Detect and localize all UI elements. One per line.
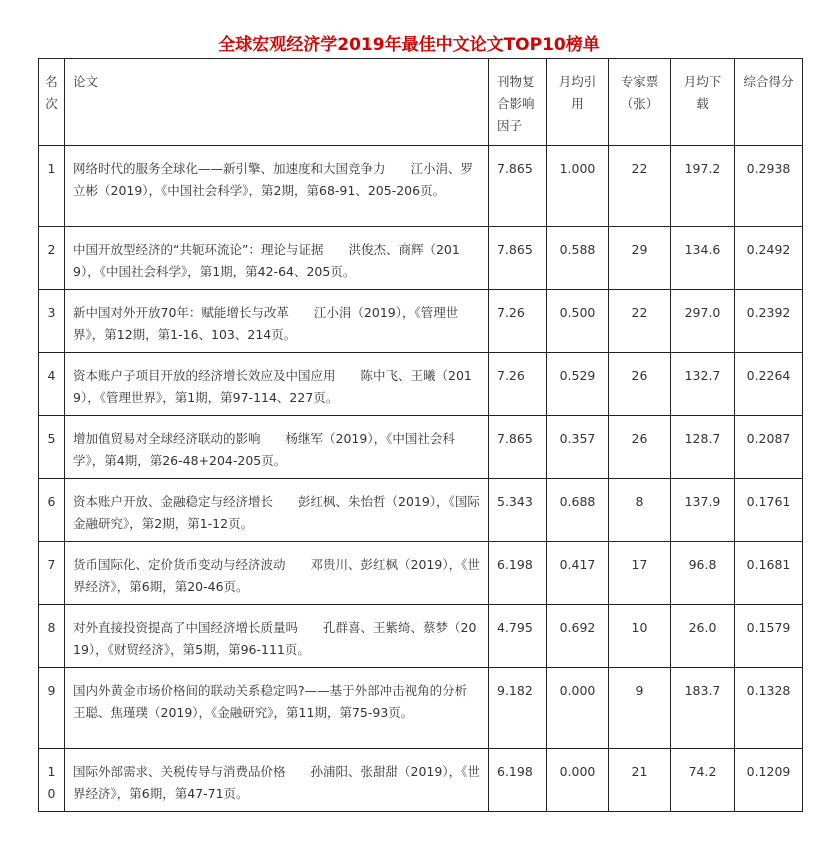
rank-cell: 10: [39, 749, 65, 812]
citations-cell: 0.692: [547, 605, 609, 668]
downloads-cell: 197.2: [671, 146, 735, 227]
downloads-cell: 96.8: [671, 542, 735, 605]
votes-cell: 26: [609, 416, 671, 479]
impact-factor-cell: 9.182: [489, 668, 547, 749]
downloads-cell: 128.7: [671, 416, 735, 479]
paper-cell: 国内外黄金市场价格间的联动关系稳定吗?——基于外部冲击视角的分析 王聪、焦瑾璞（2019），《金融研究》，第11期，第75-93页。: [65, 668, 489, 749]
downloads-cell: 74.2: [671, 749, 735, 812]
table-row: [39, 479, 803, 542]
downloads-cell: 132.7: [671, 353, 735, 416]
score-cell: 0.1681: [735, 542, 803, 605]
downloads-cell: 297.0: [671, 290, 735, 353]
score-cell: 0.1761: [735, 479, 803, 542]
votes-cell: 22: [609, 146, 671, 227]
rank-cell: 9: [39, 668, 65, 749]
votes-cell: 17: [609, 542, 671, 605]
score-cell: 0.2264: [735, 353, 803, 416]
citations-cell: 0.500: [547, 290, 609, 353]
impact-factor-cell: 7.26: [489, 353, 547, 416]
score-cell: 0.2938: [735, 146, 803, 227]
impact-factor-cell: 7.865: [489, 227, 547, 290]
votes-cell: 9: [609, 668, 671, 749]
ranking-table: [38, 58, 803, 812]
impact-factor-cell: 6.198: [489, 542, 547, 605]
rank-cell: 3: [39, 290, 65, 353]
table-row: [39, 353, 803, 416]
paper-cell: 网络时代的服务全球化——新引擎、加速度和大国竞争力 江小涓、罗立彬（2019），《中国社会科学》，第2期，第68-91、205-206页。: [65, 146, 489, 227]
rank-cell: 1: [39, 146, 65, 227]
citations-cell: 0.000: [547, 749, 609, 812]
header-votes: 专家票（张）: [609, 59, 671, 146]
impact-factor-cell: 7.865: [489, 416, 547, 479]
header-score: 综合得分: [735, 59, 803, 146]
header-citations: 月均引用: [547, 59, 609, 146]
votes-cell: 22: [609, 290, 671, 353]
paper-cell: 中国开放型经济的“共轭环流论”：理论与证据 洪俊杰、商辉（2019），《中国社会科学》，第1期，第42-64、205页。: [65, 227, 489, 290]
impact-factor-cell: 7.865: [489, 146, 547, 227]
score-cell: 0.1328: [735, 668, 803, 749]
downloads-cell: 183.7: [671, 668, 735, 749]
citations-cell: 0.588: [547, 227, 609, 290]
rank-cell: 5: [39, 416, 65, 479]
votes-cell: 8: [609, 479, 671, 542]
citations-cell: 0.357: [547, 416, 609, 479]
score-cell: 0.2392: [735, 290, 803, 353]
score-cell: 0.1209: [735, 749, 803, 812]
votes-cell: 29: [609, 227, 671, 290]
votes-cell: 26: [609, 353, 671, 416]
table-title: 全球宏观经济学2019年最佳中文论文TOP10榜单: [218, 35, 600, 55]
impact-factor-cell: 5.343: [489, 479, 547, 542]
table-row: [39, 542, 803, 605]
score-cell: 0.2492: [735, 227, 803, 290]
header-downloads: 月均下载: [671, 59, 735, 146]
table-row: [39, 146, 803, 227]
score-cell: 0.2087: [735, 416, 803, 479]
paper-cell: 增加值贸易对全球经济联动的影响 杨继军（2019），《中国社会科学》，第4期，第26-48+204-205页。: [65, 416, 489, 479]
impact-factor-cell: 6.198: [489, 749, 547, 812]
table-row: [39, 605, 803, 668]
header-paper: 论文: [65, 59, 489, 146]
votes-cell: 10: [609, 605, 671, 668]
paper-cell: 资本账户子项目开放的经济增长效应及中国应用 陈中飞、王曦（2019），《管理世界》，第1期，第97-114、227页。: [65, 353, 489, 416]
score-cell: 0.1579: [735, 605, 803, 668]
citations-cell: 0.529: [547, 353, 609, 416]
votes-cell: 21: [609, 749, 671, 812]
downloads-cell: 26.0: [671, 605, 735, 668]
downloads-cell: 137.9: [671, 479, 735, 542]
table-row: [39, 290, 803, 353]
paper-cell: 对外直接投资提高了中国经济增长质量吗 孔群喜、王紫绮、蔡梦（2019），《财贸经济》，第5期，第96-111页。: [65, 605, 489, 668]
table-row: [39, 227, 803, 290]
header-impact-factor: 刊物复合影响因子: [489, 59, 547, 146]
paper-cell: 资本账户开放、金融稳定与经济增长 彭红枫、朱怡哲（2019），《国际金融研究》，第2期，第1-12页。: [65, 479, 489, 542]
table-row: [39, 668, 803, 749]
citations-cell: 1.000: [547, 146, 609, 227]
rank-cell: 8: [39, 605, 65, 668]
rank-cell: 2: [39, 227, 65, 290]
paper-cell: 国际外部需求、关税传导与消费品价格 孙浦阳、张甜甜（2019），《世界经济》，第6期，第47-71页。: [65, 749, 489, 812]
citations-cell: 0.688: [547, 479, 609, 542]
impact-factor-cell: 7.26: [489, 290, 547, 353]
paper-cell: 新中国对外开放70年：赋能增长与改革 江小涓（2019），《管理世界》，第12期，第1-16、103、214页。: [65, 290, 489, 353]
citations-cell: 0.000: [547, 668, 609, 749]
table-row: [39, 416, 803, 479]
rank-cell: 6: [39, 479, 65, 542]
header-rank: 名次: [39, 59, 65, 146]
paper-cell: 货币国际化、定价货币变动与经济波动 邓贵川、彭红枫（2019），《世界经济》，第6期，第20-46页。: [65, 542, 489, 605]
table-row: [39, 749, 803, 812]
downloads-cell: 134.6: [671, 227, 735, 290]
header-row: [39, 59, 803, 146]
impact-factor-cell: 4.795: [489, 605, 547, 668]
rank-cell: 4: [39, 353, 65, 416]
rank-cell: 7: [39, 542, 65, 605]
citations-cell: 0.417: [547, 542, 609, 605]
